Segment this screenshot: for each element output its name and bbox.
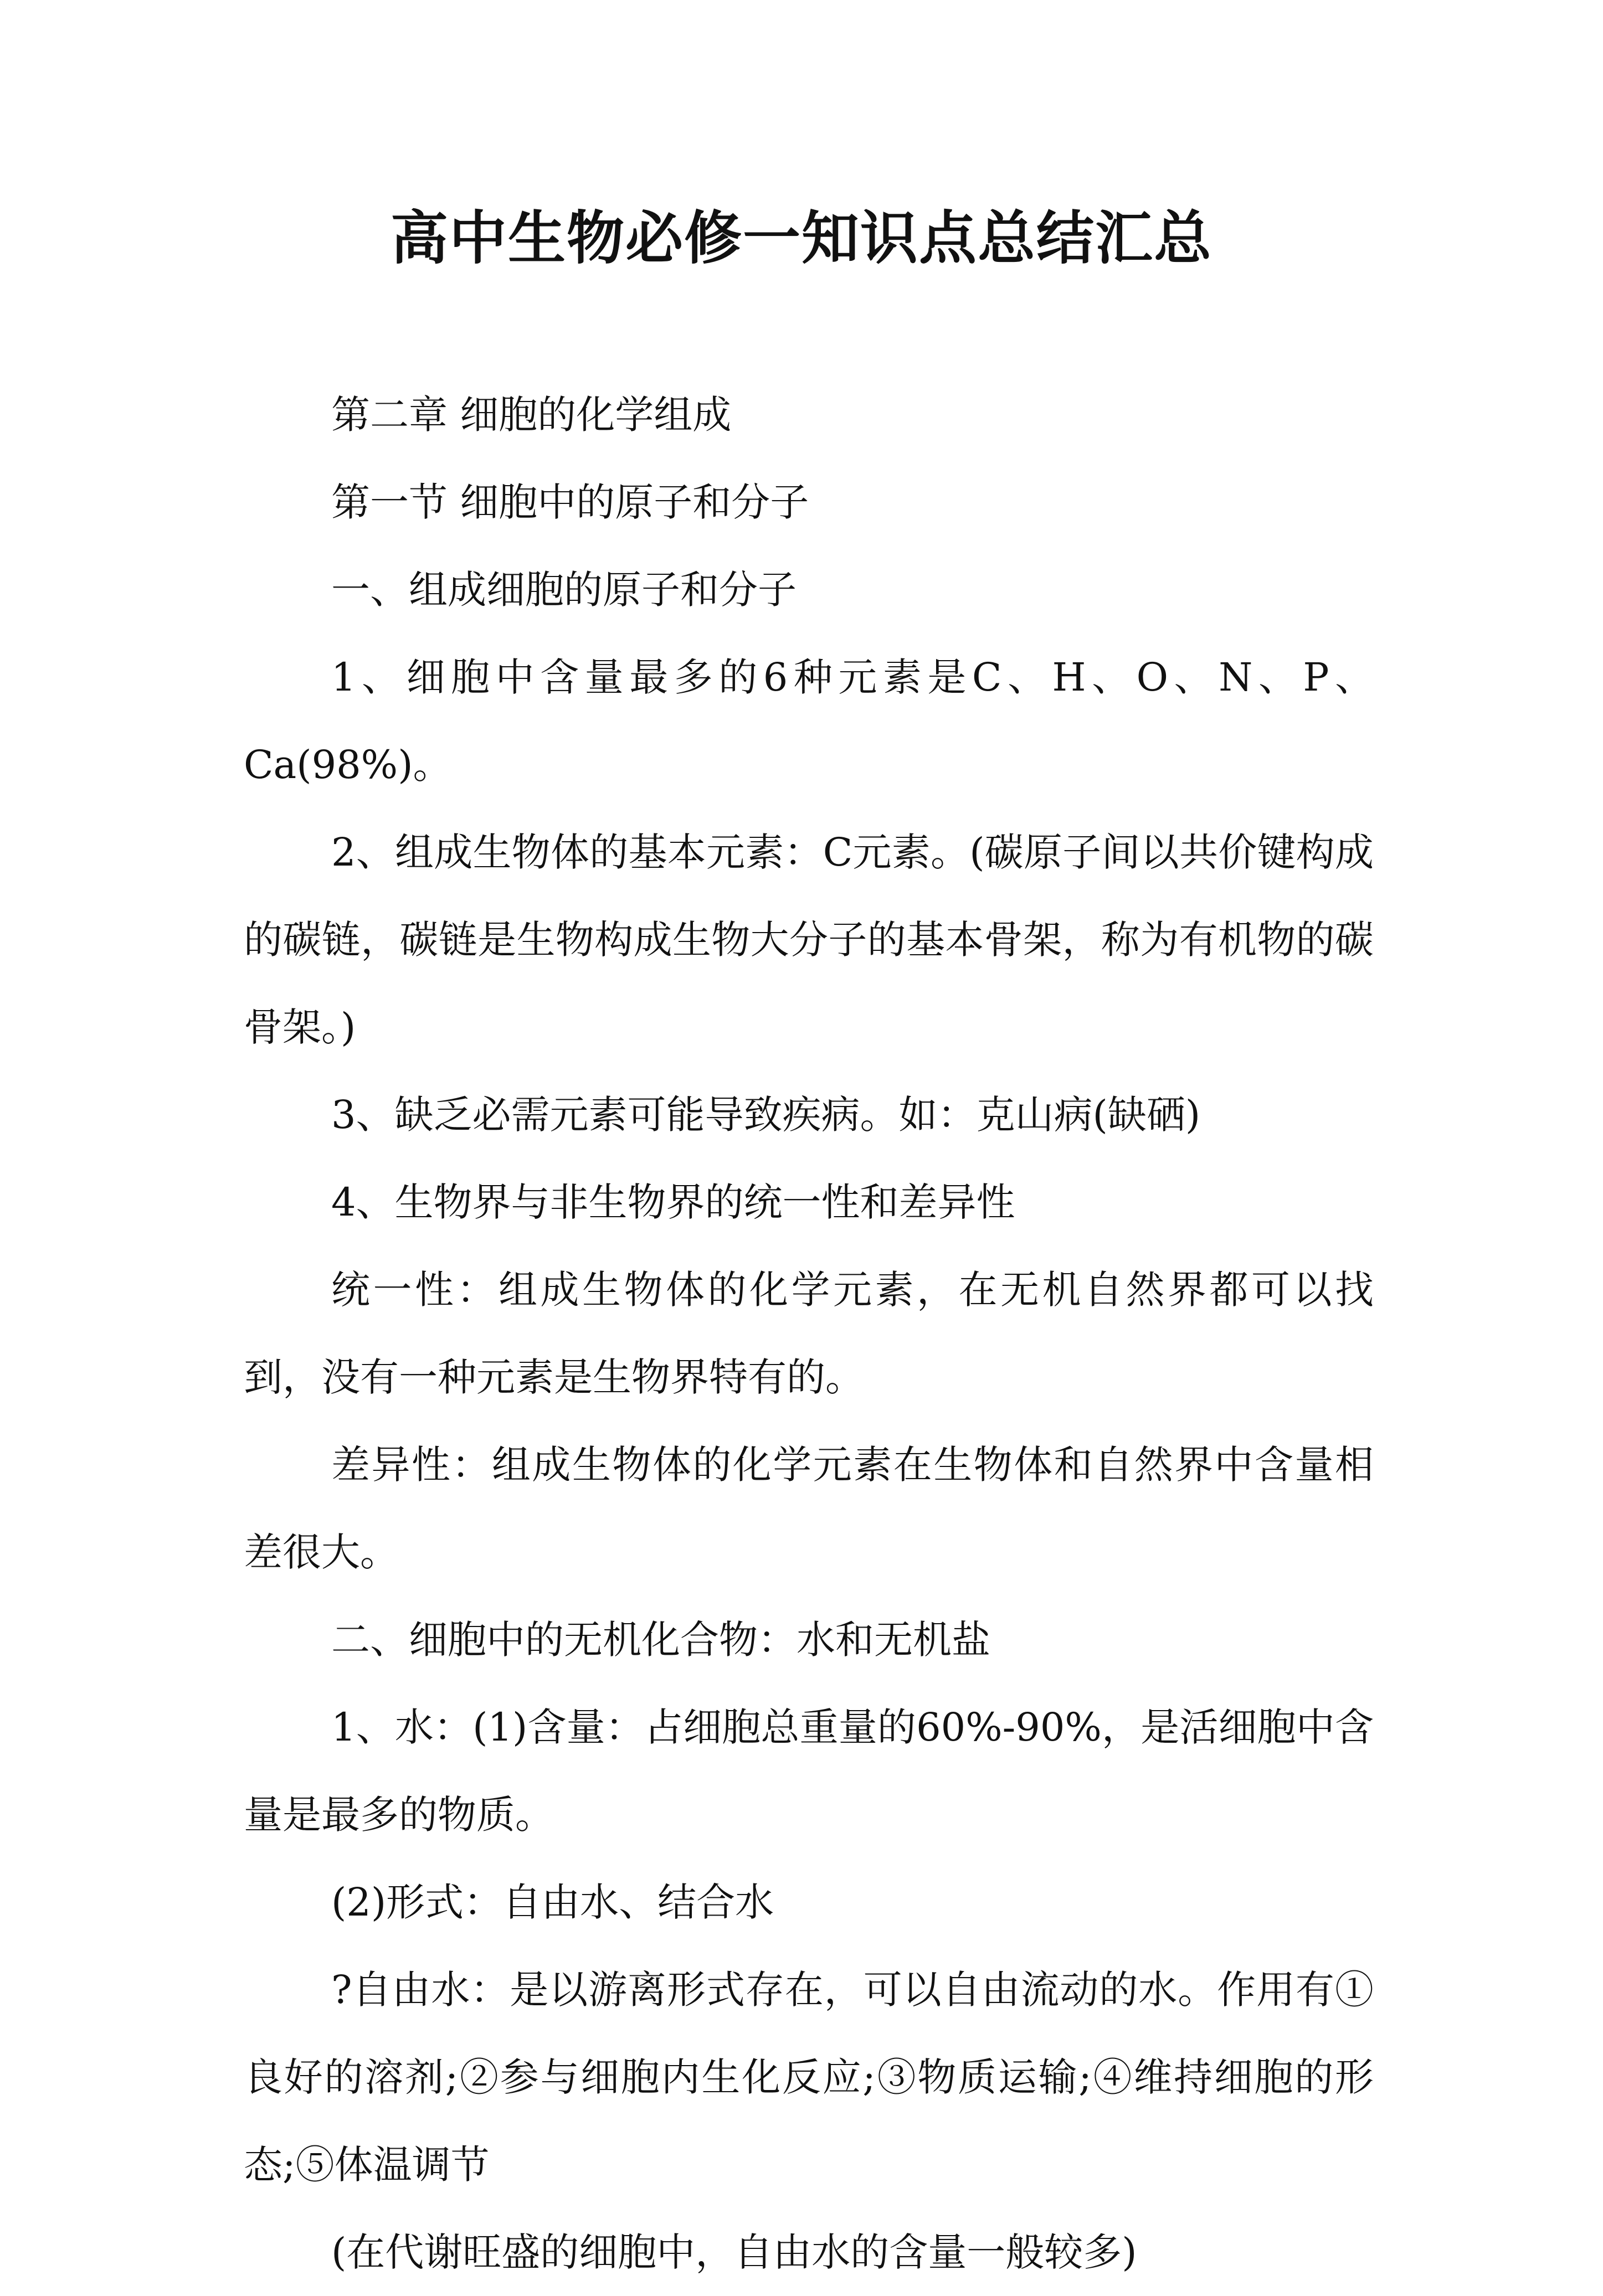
document-body	[244, 371, 1374, 2296]
chapter-heading: 第二章 细胞的化学组成	[331, 392, 732, 437]
subsection-heading: 二、细胞中的无机化合物：水和无机盐	[331, 1617, 990, 1662]
paragraph: 统一性：组成生物体的化学元素，在无机自然界都可以找到，没有一种元素是生物界特有的。	[244, 1267, 1374, 1400]
subsection-heading: 一、组成细胞的原子和分子	[331, 567, 797, 612]
paragraph: (2)形式：自由水、结合水	[331, 1880, 774, 1925]
paragraph: (在代谢旺盛的细胞中，自由水的含量一般较多)	[331, 2230, 1137, 2275]
paragraph: 1、细胞中含量最多的6种元素是C、H、O、N、P、Ca(98%)。	[244, 655, 1374, 787]
paragraph: 3、缺乏必需元素可能导致疾病。如：克山病(缺硒)	[331, 1092, 1201, 1137]
paragraph: 差异性：组成生物体的化学元素在生物体和自然界中含量相差很大。	[244, 1442, 1374, 1575]
paragraph: 1、水：(1)含量：占细胞总重量的60%-90%，是活细胞中含量是最多的物质。	[244, 1705, 1374, 1837]
section-heading: 第一节 细胞中的原子和分子	[331, 480, 809, 525]
paragraph: 4、生物界与非生物界的统一性和差异性	[331, 1180, 1015, 1225]
document-title: 高中生物必修一知识点总结汇总	[390, 204, 1212, 272]
paragraph: 2、组成生物体的基本元素：C元素。(碳原子间以共价键构成的碳链，碳链是生物构成生物大分子的基本骨架，称为有机物的碳骨架。)	[244, 830, 1374, 1050]
paragraph: ?自由水：是以游离形式存在，可以自由流动的水。作用有①良好的溶剂;②参与细胞内生化反应;③物质运输;④维持细胞的形态;⑤体温调节	[244, 1967, 1374, 2187]
